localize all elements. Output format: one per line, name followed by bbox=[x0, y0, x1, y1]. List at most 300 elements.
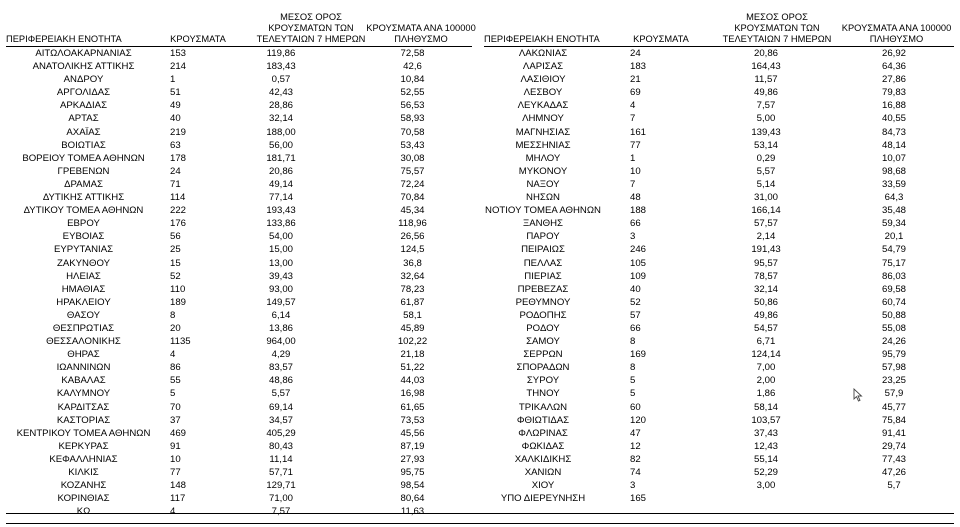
table-row bbox=[6, 112, 472, 125]
row-region: ΚΑΣΤΟΡΙΑΣ bbox=[56, 414, 111, 426]
row-per-100k: 58,93 bbox=[400, 113, 425, 125]
row-cases: 183 bbox=[630, 61, 647, 73]
row-per-100k: 53,43 bbox=[400, 139, 425, 151]
row-7day-average: 133,86 bbox=[266, 218, 296, 230]
row-cases: 222 bbox=[170, 205, 187, 217]
table-row bbox=[484, 427, 954, 440]
row-region: ΡΟΔΟΠΗΣ bbox=[519, 309, 567, 321]
row-7day-average: 71,00 bbox=[268, 493, 293, 505]
header-cases: ΚΡΟΥΣΜΑΤΑ bbox=[633, 34, 689, 44]
table-bottom-rule-2 bbox=[6, 523, 954, 524]
header-avg-line-1: ΜΕΣΟΣ ΟΡΟΣ bbox=[280, 12, 342, 22]
row-7day-average: 149,57 bbox=[266, 296, 296, 308]
row-cases: 47 bbox=[630, 427, 641, 439]
row-cases: 8 bbox=[170, 309, 176, 321]
row-region: ΚΟΡΙΝΘΙΑΣ bbox=[57, 493, 110, 505]
row-7day-average: 5,57 bbox=[271, 388, 291, 400]
table-row bbox=[484, 309, 954, 322]
row-per-100k: 77,43 bbox=[881, 453, 906, 465]
table-row bbox=[6, 178, 472, 191]
row-per-100k: 16,98 bbox=[400, 388, 425, 400]
row-cases: 74 bbox=[630, 467, 641, 478]
row-per-100k: 10,07 bbox=[881, 152, 906, 164]
row-7day-average: 58,14 bbox=[753, 401, 778, 413]
table-row bbox=[484, 165, 954, 178]
row-7day-average: 124,14 bbox=[751, 349, 781, 361]
row-per-100k: 64,3 bbox=[884, 192, 904, 204]
row-cases: 57 bbox=[630, 309, 641, 321]
row-region: ΠΕΛΛΑΣ bbox=[523, 257, 563, 269]
row-cases: 7 bbox=[630, 178, 636, 190]
row-per-100k: 5,7 bbox=[887, 480, 901, 492]
row-7day-average: 56,00 bbox=[268, 139, 293, 151]
row-cases: 169 bbox=[630, 349, 647, 361]
row-7day-average: 57,71 bbox=[268, 467, 293, 478]
row-cases: 5 bbox=[630, 375, 636, 387]
row-cases: 66 bbox=[630, 322, 641, 334]
row-region: ΥΠΟ ΔΙΕΡΕΥΝΗΣΗ bbox=[500, 493, 586, 505]
table-row bbox=[6, 165, 472, 178]
row-7day-average: 57,57 bbox=[753, 218, 778, 230]
row-cases: 214 bbox=[170, 61, 187, 73]
table-row bbox=[484, 466, 954, 479]
row-7day-average: 28,86 bbox=[268, 100, 293, 112]
row-7day-average: 20,86 bbox=[268, 165, 293, 177]
row-7day-average: 93,00 bbox=[268, 283, 293, 295]
row-region: ΡΟΔΟΥ bbox=[526, 322, 560, 334]
row-region: ΚΕΦΑΛΛΗΝΙΑΣ bbox=[49, 453, 118, 465]
row-per-100k: 40,55 bbox=[881, 113, 906, 125]
header-avg-line-1: ΜΕΣΟΣ ΟΡΟΣ bbox=[746, 12, 808, 22]
row-7day-average: 49,86 bbox=[753, 309, 778, 321]
row-region: ΑΡΓΟΛΙΔΑΣ bbox=[56, 87, 111, 99]
row-7day-average: 7,57 bbox=[271, 506, 291, 518]
table-row bbox=[6, 414, 472, 427]
row-per-100k: 36,8 bbox=[403, 257, 422, 269]
row-cases: 8 bbox=[630, 336, 636, 348]
row-7day-average: 103,57 bbox=[751, 414, 781, 426]
row-per-100k: 60,74 bbox=[881, 296, 906, 308]
header-region: ΠΕΡΙΦΕΡΕΙΑΚΗ ΕΝΟΤΗΤΑ bbox=[484, 34, 600, 44]
row-7day-average: 83,57 bbox=[268, 362, 293, 374]
row-per-100k: 51,22 bbox=[400, 362, 425, 374]
row-region: ΕΒΡΟΥ bbox=[67, 218, 100, 230]
row-region: ΘΑΣΟΥ bbox=[66, 309, 101, 321]
row-region: ΜΗΛΟΥ bbox=[525, 152, 561, 164]
table-row bbox=[6, 191, 472, 204]
row-region: ΣΥΡΟΥ bbox=[526, 375, 560, 387]
row-region: ΑΡΤΑΣ bbox=[68, 113, 99, 125]
row-per-100k: 80,64 bbox=[400, 493, 425, 505]
row-7day-average: 32,14 bbox=[753, 283, 778, 295]
row-per-100k: 87,19 bbox=[400, 440, 425, 452]
row-per-100k: 75,57 bbox=[400, 165, 425, 177]
row-region: ΣΠΟΡΑΔΩΝ bbox=[516, 362, 570, 374]
table-row bbox=[484, 296, 954, 309]
row-cases: 49 bbox=[170, 100, 181, 112]
row-cases: 109 bbox=[630, 270, 647, 282]
row-per-100k: 35,48 bbox=[881, 205, 906, 217]
row-region: ΕΥΒΟΙΑΣ bbox=[62, 231, 105, 243]
row-region: ΒΟΙΩΤΙΑΣ bbox=[61, 139, 106, 151]
row-per-100k: 10,84 bbox=[400, 74, 425, 86]
table-row bbox=[484, 387, 954, 400]
row-7day-average: 188,00 bbox=[266, 126, 296, 138]
row-cases: 69 bbox=[630, 87, 641, 99]
row-7day-average: 2,14 bbox=[756, 231, 776, 243]
table-row bbox=[484, 374, 954, 387]
row-7day-average: 181,71 bbox=[266, 152, 296, 164]
row-cases: 86 bbox=[170, 362, 181, 374]
row-cases: 24 bbox=[630, 48, 641, 59]
row-per-100k: 33,59 bbox=[881, 178, 906, 190]
row-cases: 176 bbox=[170, 218, 187, 230]
row-per-100k: 56,53 bbox=[400, 100, 425, 112]
header-avg-line-2: ΚΡΟΥΣΜΑΤΩΝ ΤΩΝ bbox=[268, 23, 354, 33]
row-per-100k: 118,96 bbox=[398, 218, 427, 230]
row-7day-average: 11,57 bbox=[754, 74, 778, 86]
row-7day-average: 193,43 bbox=[266, 205, 296, 217]
row-7day-average: 164,43 bbox=[751, 61, 781, 73]
row-7day-average: 4,29 bbox=[271, 349, 291, 361]
row-cases: 37 bbox=[170, 414, 181, 426]
row-7day-average: 49,14 bbox=[268, 178, 293, 190]
row-7day-average: 119,86 bbox=[266, 48, 296, 59]
row-cases: 114 bbox=[170, 192, 186, 204]
row-7day-average: 5,14 bbox=[756, 178, 776, 190]
row-per-100k: 27,93 bbox=[400, 453, 425, 465]
row-7day-average: 52,29 bbox=[753, 467, 778, 478]
row-region: ΠΡΕΒΕΖΑΣ bbox=[517, 283, 569, 295]
header-per100k-line-1: ΚΡΟΥΣΜΑΤΑ ΑΝΑ 100000 bbox=[366, 23, 476, 33]
row-cases: 82 bbox=[630, 453, 641, 465]
row-region: ΙΩΑΝΝΙΝΩΝ bbox=[56, 362, 111, 374]
row-7day-average: 69,14 bbox=[268, 401, 293, 413]
row-region: ΦΘΙΩΤΙΔΑΣ bbox=[516, 414, 570, 426]
row-per-100k: 47,26 bbox=[881, 467, 906, 478]
row-cases: 77 bbox=[630, 139, 641, 151]
row-7day-average: 32,14 bbox=[268, 113, 293, 125]
row-7day-average: 78,57 bbox=[753, 270, 778, 282]
row-cases: 15 bbox=[170, 257, 181, 269]
row-cases: 52 bbox=[170, 270, 181, 282]
table-row bbox=[6, 152, 472, 165]
row-7day-average: 77,14 bbox=[268, 192, 293, 204]
row-region: ΘΕΣΠΡΩΤΙΑΣ bbox=[52, 322, 115, 334]
row-per-100k: 29,74 bbox=[881, 440, 906, 452]
table-row bbox=[484, 492, 954, 505]
row-region: ΠΕΙΡΑΙΩΣ bbox=[521, 244, 565, 256]
row-cases: 148 bbox=[170, 480, 187, 492]
table-row bbox=[484, 60, 954, 73]
row-per-100k: 64,36 bbox=[881, 61, 906, 73]
row-region: ΜΑΓΝΗΣΙΑΣ bbox=[515, 126, 571, 138]
row-region: ΞΑΝΘΗΣ bbox=[523, 218, 563, 230]
row-7day-average: 191,43 bbox=[751, 244, 781, 256]
row-per-100k: 61,87 bbox=[400, 296, 425, 308]
row-region: ΘΕΣΣΑΛΟΝΙΚΗΣ bbox=[46, 336, 121, 348]
row-region: ΧΑΛΚΙΔΙΚΗΣ bbox=[514, 453, 572, 465]
row-region: ΚΕΡΚΥΡΑΣ bbox=[58, 440, 109, 452]
row-7day-average: 53,14 bbox=[753, 139, 778, 151]
row-7day-average: 5,57 bbox=[756, 165, 776, 177]
row-cases: 117 bbox=[170, 493, 186, 505]
row-per-100k: 45,56 bbox=[400, 427, 425, 439]
row-cases: 219 bbox=[170, 126, 187, 138]
row-region: ΛΗΜΝΟΥ bbox=[522, 113, 564, 125]
row-region: ΚΕΝΤΡΙΚΟΥ ΤΟΜΕΑ ΑΘΗΝΩΝ bbox=[16, 427, 151, 439]
row-7day-average: 166,14 bbox=[751, 205, 781, 217]
table-row bbox=[6, 126, 472, 139]
row-region: ΘΗΡΑΣ bbox=[67, 349, 100, 361]
table-row bbox=[484, 440, 954, 453]
row-cases: 161 bbox=[630, 126, 647, 138]
row-region: ΠΙΕΡΙΑΣ bbox=[524, 270, 562, 282]
row-region: ΛΑΡΙΣΑΣ bbox=[522, 61, 564, 73]
row-per-100k: 78,23 bbox=[400, 283, 425, 295]
row-region: ΝΟΤΙΟΥ ΤΟΜΕΑ ΑΘΗΝΩΝ bbox=[485, 205, 601, 217]
table-row bbox=[6, 453, 472, 466]
table-row bbox=[6, 86, 472, 99]
row-cases: 165 bbox=[630, 493, 647, 505]
row-per-100k: 44,03 bbox=[400, 375, 425, 387]
row-per-100k: 26,56 bbox=[400, 231, 425, 243]
header-per-100k bbox=[839, 23, 954, 45]
row-7day-average: 7,00 bbox=[756, 362, 776, 374]
header-cases: ΚΡΟΥΣΜΑΤΑ bbox=[170, 34, 226, 44]
left-table-header bbox=[6, 0, 476, 47]
row-region: ΤΗΝΟΥ bbox=[526, 388, 560, 400]
row-region: ΔΥΤΙΚΟΥ ΤΟΜΕΑ ΑΘΗΝΩΝ bbox=[23, 205, 144, 217]
row-region: ΤΡΙΚΑΛΩΝ bbox=[518, 401, 568, 413]
row-region: ΛΑΣΙΘΙΟΥ bbox=[520, 74, 566, 86]
table-row bbox=[6, 243, 472, 256]
row-per-100k: 45,77 bbox=[881, 401, 906, 413]
row-7day-average: 39,43 bbox=[268, 270, 293, 282]
row-per-100k: 84,73 bbox=[881, 126, 906, 138]
table-row bbox=[6, 401, 472, 414]
row-7day-average: 95,57 bbox=[753, 257, 778, 269]
row-region: ΝΑΞΟΥ bbox=[526, 178, 560, 190]
row-region: ΚΟΖΑΝΗΣ bbox=[60, 480, 107, 492]
row-7day-average: 13,00 bbox=[268, 257, 293, 269]
row-region: ΑΧΑΪΑΣ bbox=[66, 126, 101, 138]
header-region: ΠΕΡΙΦΕΡΕΙΑΚΗ ΕΝΟΤΗΤΑ bbox=[6, 34, 122, 44]
row-7day-average: 0,29 bbox=[756, 152, 776, 164]
row-region: ΜΥΚΟΝΟΥ bbox=[518, 165, 568, 177]
table-row bbox=[484, 230, 954, 243]
right-table-body bbox=[484, 47, 954, 505]
table-row bbox=[484, 152, 954, 165]
row-7day-average: 183,43 bbox=[266, 61, 296, 73]
table-row bbox=[484, 270, 954, 283]
row-7day-average: 0,57 bbox=[271, 74, 291, 86]
row-region: ΚΩ bbox=[76, 506, 91, 518]
row-per-100k: 91,41 bbox=[881, 427, 906, 439]
table-row bbox=[484, 139, 954, 152]
table-row bbox=[6, 283, 472, 296]
row-region: ΚΑΡΔΙΤΣΑΣ bbox=[57, 401, 110, 413]
row-region: ΛΑΚΩΝΙΑΣ bbox=[518, 48, 568, 59]
table-row bbox=[484, 112, 954, 125]
row-cases: 1 bbox=[170, 74, 176, 86]
right-table-header bbox=[484, 0, 954, 47]
row-7day-average: 20,86 bbox=[753, 48, 778, 59]
row-per-100k: 24,26 bbox=[881, 336, 906, 348]
row-region: ΣΑΜΟΥ bbox=[526, 336, 560, 348]
header-per100k-line-1: ΚΡΟΥΣΜΑΤΑ ΑΝΑ 100000 bbox=[841, 23, 952, 33]
row-cases: 25 bbox=[170, 244, 181, 256]
table-row bbox=[6, 257, 472, 270]
row-7day-average: 49,86 bbox=[753, 87, 778, 99]
row-region: ΝΗΣΩΝ bbox=[526, 192, 560, 204]
row-cases: 469 bbox=[170, 427, 187, 439]
table-row bbox=[6, 505, 472, 518]
table-row bbox=[484, 414, 954, 427]
table-row bbox=[484, 453, 954, 466]
row-cases: 3 bbox=[630, 480, 636, 492]
table-row bbox=[6, 387, 472, 400]
row-cases: 10 bbox=[630, 165, 641, 177]
row-7day-average: 129,71 bbox=[266, 480, 296, 492]
row-per-100k: 73,53 bbox=[400, 414, 425, 426]
row-7day-average: 34,57 bbox=[268, 414, 293, 426]
row-cases: 178 bbox=[170, 152, 187, 164]
row-cases: 5 bbox=[630, 388, 636, 400]
row-cases: 60 bbox=[630, 401, 641, 413]
row-region: ΚΑΒΑΛΑΣ bbox=[61, 375, 106, 387]
row-7day-average: 3,00 bbox=[756, 480, 776, 492]
row-region: ΛΕΣΒΟΥ bbox=[523, 87, 563, 99]
row-cases: 52 bbox=[630, 296, 641, 308]
table-row bbox=[484, 217, 954, 230]
row-region: ΗΛΕΙΑΣ bbox=[66, 270, 101, 282]
row-per-100k: 32,64 bbox=[400, 270, 425, 282]
row-per-100k: 55,08 bbox=[881, 322, 906, 334]
row-per-100k: 54,79 bbox=[881, 244, 906, 256]
row-region: ΣΕΡΡΩΝ bbox=[523, 349, 563, 361]
header-per100k-line-2: ΠΛΗΘΥΣΜΟ bbox=[394, 34, 448, 44]
row-region: ΔΡΑΜΑΣ bbox=[64, 178, 103, 190]
row-region: ΦΩΚΙΔΑΣ bbox=[521, 440, 565, 452]
row-per-100k: 48,14 bbox=[881, 139, 906, 151]
table-row bbox=[484, 178, 954, 191]
table-row bbox=[6, 230, 472, 243]
table-row bbox=[6, 348, 472, 361]
row-region: ΛΕΥΚΑΔΑΣ bbox=[517, 100, 569, 112]
row-per-100k: 70,58 bbox=[400, 126, 425, 138]
row-per-100k: 79,83 bbox=[881, 87, 906, 99]
row-region: ΑΝΑΤΟΛΙΚΗΣ ΑΤΤΙΚΗΣ bbox=[32, 61, 135, 73]
row-per-100k: 75,84 bbox=[881, 414, 906, 426]
row-7day-average: 37,43 bbox=[753, 427, 778, 439]
row-cases: 7 bbox=[630, 113, 636, 125]
row-7day-average: 54,57 bbox=[753, 322, 778, 334]
row-per-100k: 52,55 bbox=[400, 87, 425, 99]
row-cases: 5 bbox=[170, 388, 176, 400]
table-row bbox=[484, 335, 954, 348]
row-7day-average: 54,00 bbox=[268, 231, 293, 243]
row-region: ΦΛΩΡΙΝΑΣ bbox=[518, 427, 568, 439]
header-per-100k bbox=[366, 23, 476, 45]
row-per-100k: 95,79 bbox=[881, 349, 906, 361]
row-per-100k: 72,58 bbox=[400, 48, 425, 59]
row-region: ΧΑΝΙΩΝ bbox=[524, 467, 562, 478]
header-avg-line-3: ΤΕΛΕΥΤΑΙΩΝ 7 ΗΜΕΡΩΝ bbox=[722, 34, 832, 44]
row-per-100k: 69,58 bbox=[881, 283, 906, 295]
table-row bbox=[484, 283, 954, 296]
row-cases: 40 bbox=[630, 283, 641, 295]
row-cases: 24 bbox=[170, 165, 181, 177]
left-cases-table bbox=[6, 0, 476, 518]
row-7day-average: 405,29 bbox=[266, 427, 296, 439]
row-cases: 20 bbox=[170, 322, 181, 334]
row-per-100k: 98,68 bbox=[881, 165, 906, 177]
row-7day-average: 31,00 bbox=[753, 192, 778, 204]
row-7day-average: 1,86 bbox=[756, 388, 776, 400]
row-region: ΗΜΑΘΙΑΣ bbox=[61, 283, 106, 295]
row-per-100k: 98,54 bbox=[400, 480, 425, 492]
row-region: ΡΕΘΥΜΝΟΥ bbox=[515, 296, 571, 308]
table-row bbox=[6, 99, 472, 112]
row-7day-average: 2,00 bbox=[756, 375, 776, 387]
row-region: ΚΙΛΚΙΣ bbox=[68, 467, 99, 478]
row-7day-average: 55,14 bbox=[753, 453, 778, 465]
row-per-100k: 57,9 bbox=[884, 388, 904, 400]
row-region: ΑΙΤΩΛΟΑΚΑΡΝΑΝΙΑΣ bbox=[35, 48, 132, 59]
row-7day-average: 42,43 bbox=[268, 87, 293, 99]
row-per-100k: 59,34 bbox=[881, 218, 906, 230]
row-cases: 56 bbox=[170, 231, 181, 243]
table-row bbox=[6, 204, 472, 217]
row-7day-average: 5,00 bbox=[756, 113, 776, 125]
table-row bbox=[484, 361, 954, 374]
row-cases: 21 bbox=[630, 74, 641, 86]
row-per-100k: 45,34 bbox=[400, 205, 425, 217]
row-cases: 189 bbox=[170, 296, 187, 308]
row-per-100k: 124,5 bbox=[400, 244, 425, 256]
row-cases: 10 bbox=[170, 453, 181, 465]
table-row bbox=[6, 374, 472, 387]
row-cases: 55 bbox=[170, 375, 181, 387]
table-row bbox=[6, 440, 472, 453]
row-cases: 66 bbox=[630, 218, 641, 230]
table-row bbox=[6, 322, 472, 335]
row-region: ΑΡΚΑΔΙΑΣ bbox=[60, 100, 107, 112]
row-7day-average: 50,86 bbox=[753, 296, 778, 308]
row-cases: 120 bbox=[630, 414, 647, 426]
table-row bbox=[6, 309, 472, 322]
row-region: ΗΡΑΚΛΕΙΟΥ bbox=[56, 296, 111, 308]
row-cases: 246 bbox=[630, 244, 647, 256]
row-cases: 4 bbox=[630, 100, 636, 112]
table-row bbox=[484, 47, 954, 60]
row-cases: 63 bbox=[170, 139, 181, 151]
table-row bbox=[6, 427, 472, 440]
row-region: ΠΑΡΟΥ bbox=[526, 231, 560, 243]
row-7day-average: 6,14 bbox=[271, 309, 291, 321]
row-per-100k: 45,89 bbox=[400, 322, 425, 334]
row-per-100k: 30,08 bbox=[400, 152, 425, 164]
table-row bbox=[484, 243, 954, 256]
row-7day-average: 6,71 bbox=[756, 336, 776, 348]
table-row bbox=[6, 60, 472, 73]
table-row bbox=[6, 73, 472, 86]
table-row bbox=[6, 335, 472, 348]
row-per-100k: 21,18 bbox=[400, 349, 425, 361]
row-7day-average: 964,00 bbox=[266, 336, 296, 348]
row-per-100k: 72,24 bbox=[400, 178, 425, 190]
